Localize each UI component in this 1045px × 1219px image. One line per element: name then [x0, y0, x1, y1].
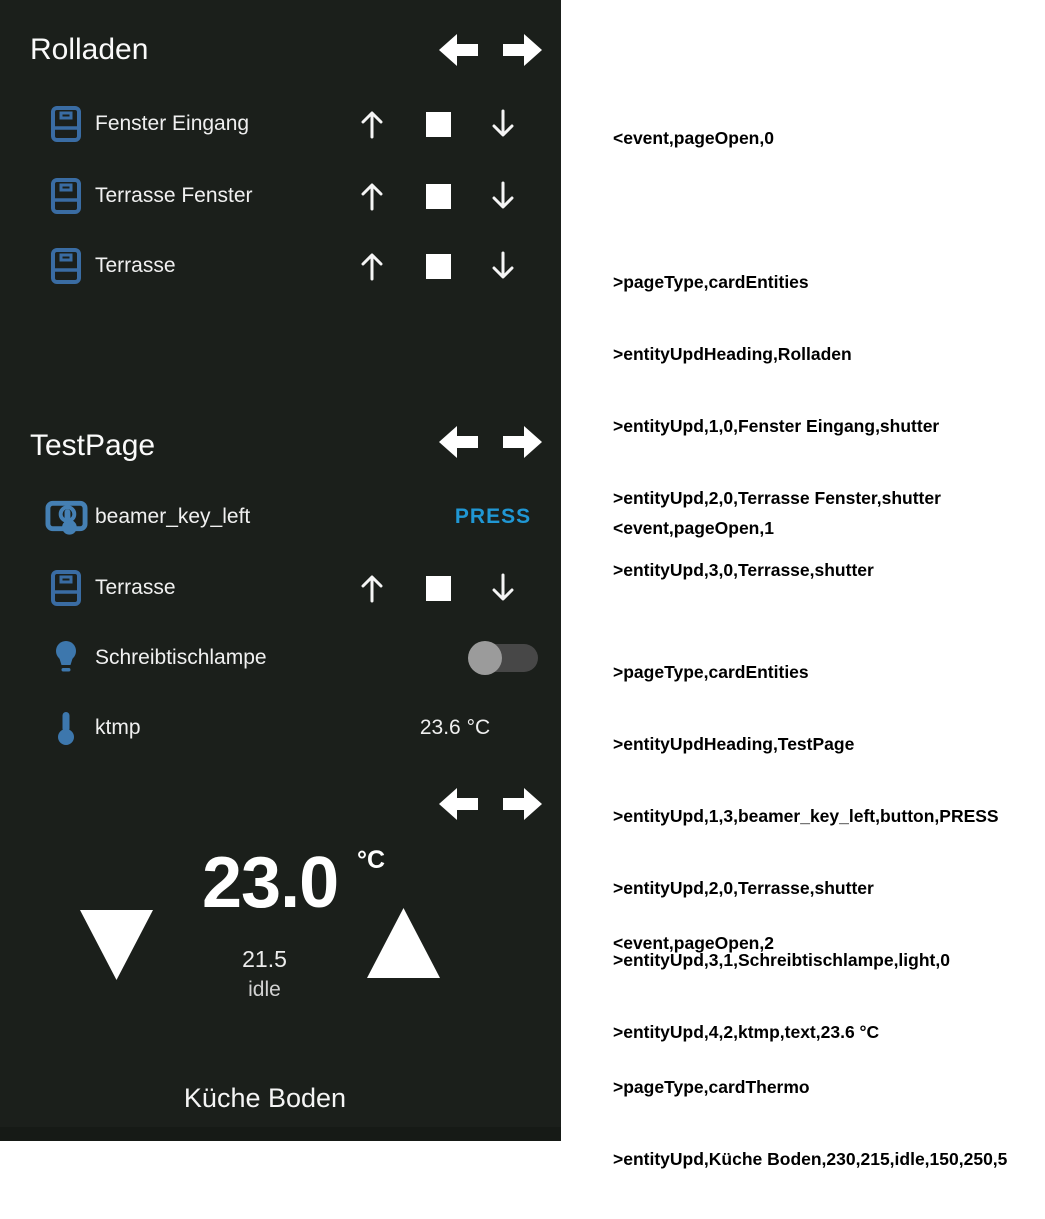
arrow-up-icon [359, 108, 385, 140]
entity-name: ktmp [95, 716, 141, 739]
stop-square-icon [426, 576, 451, 601]
hvac-state: idle [248, 978, 281, 1001]
protocol-line: >entityUpd,3,0,Terrasse,shutter [613, 560, 874, 580]
arrow-right-bold-icon [503, 33, 543, 67]
shutter-down-button[interactable] [481, 102, 525, 146]
shutter-stop-button[interactable] [416, 566, 460, 610]
panel-bottom-strip [0, 1127, 561, 1141]
shutter-up-button[interactable] [350, 102, 394, 146]
entity-row-ktmp [0, 706, 561, 750]
light-toggle-switch[interactable] [468, 640, 538, 676]
arrow-left-bold-icon [438, 787, 478, 821]
shutter-down-button[interactable] [481, 174, 525, 218]
shutter-down-button[interactable] [481, 566, 525, 610]
shutter-up-button[interactable] [350, 566, 394, 610]
arrow-left-bold-icon [438, 425, 478, 459]
protocol-line: <event,pageOpen,2 [613, 933, 774, 953]
entity-row-terrasse [0, 244, 561, 288]
entity-row-terrasse-2 [0, 566, 561, 610]
window-shutter-icon [44, 569, 88, 607]
setpoint-increase-button[interactable] [367, 908, 440, 978]
protocol-block-thermo [613, 883, 1007, 1219]
entity-row-fenster-eingang [0, 102, 561, 146]
entity-row-schreibtischlampe [0, 636, 561, 680]
protocol-line: >entityUpdHeading,Rolladen [613, 344, 852, 364]
nav-prev-button[interactable] [438, 33, 478, 67]
window-shutter-icon [44, 247, 88, 285]
protocol-line: >entityUpd,3,1,Schreibtischlampe,light,0 [613, 950, 950, 970]
stop-square-icon [426, 112, 451, 137]
triangle-down-icon [80, 910, 153, 980]
arrow-up-icon [359, 250, 385, 282]
shutter-up-button[interactable] [350, 174, 394, 218]
protocol-line: >pageType,cardEntities [613, 272, 809, 292]
protocol-line: >entityUpd,1,3,beamer_key_left,button,PRESS [613, 806, 999, 826]
page-title-testpage: TestPage [30, 429, 156, 462]
window-shutter-icon [44, 177, 88, 215]
protocol-line [613, 588, 999, 612]
arrow-up-icon [359, 180, 385, 212]
entity-name: Schreibtischlampe [95, 646, 267, 669]
shutter-down-button[interactable] [481, 244, 525, 288]
protocol-line [613, 198, 941, 222]
entity-name: Fenster Eingang [95, 112, 250, 135]
protocol-line: >pageType,cardThermo [613, 1077, 810, 1097]
page-title-rolladen: Rolladen [30, 33, 149, 66]
gesture-tap-button-icon [44, 496, 88, 539]
window-shutter-icon [44, 105, 88, 143]
protocol-line: >entityUpd,2,0,Terrasse,shutter [613, 878, 874, 898]
protocol-line [613, 1003, 1007, 1027]
entity-name: Terrasse [95, 576, 176, 599]
shutter-stop-button[interactable] [416, 244, 460, 288]
arrow-down-icon [490, 180, 516, 212]
arrow-down-icon [490, 572, 516, 604]
protocol-line: >entityUpd,1,0,Fenster Eingang,shutter [613, 416, 940, 436]
entity-name: beamer_key_left [95, 505, 251, 528]
press-button[interactable]: PRESS [454, 505, 532, 528]
entity-row-beamer-key-left [0, 495, 561, 539]
entity-name: Terrasse [95, 254, 176, 277]
lightbulb-icon [44, 640, 88, 676]
temperature-unit: °C [357, 846, 386, 874]
arrow-down-icon [490, 250, 516, 282]
shutter-stop-button[interactable] [416, 174, 460, 218]
nav-prev-button[interactable] [438, 787, 478, 821]
triangle-up-icon [367, 908, 440, 978]
temperature-value: 23.6 °C [419, 716, 491, 739]
entity-row-terrasse-fenster [0, 174, 561, 218]
stop-square-icon [426, 184, 451, 209]
nav-next-button[interactable] [503, 33, 543, 67]
shutter-up-button[interactable] [350, 244, 394, 288]
protocol-line: >pageType,cardEntities [613, 662, 809, 682]
toggle-knob [468, 641, 502, 675]
protocol-line: >entityUpd,2,0,Terrasse Fenster,shutter [613, 488, 941, 508]
shutter-stop-button[interactable] [416, 102, 460, 146]
nav-prev-button[interactable] [438, 425, 478, 459]
protocol-line: <event,pageOpen,1 [613, 518, 774, 538]
nav-next-button[interactable] [503, 425, 543, 459]
entity-name: Terrasse Fenster [95, 184, 253, 207]
setpoint-temperature: 21.5 [242, 946, 287, 972]
protocol-line: >entityUpd,4,2,ktmp,text,23.6 °C [613, 1022, 880, 1042]
nav-next-button[interactable] [503, 787, 543, 821]
arrow-down-icon [490, 108, 516, 140]
arrow-left-bold-icon [438, 33, 478, 67]
protocol-line: <event,pageOpen,0 [613, 128, 774, 148]
stop-square-icon [426, 254, 451, 279]
thermometer-icon [44, 710, 88, 746]
thermostat-title: Küche Boden [183, 1083, 347, 1113]
current-temperature: 23.0 [202, 843, 339, 923]
arrow-up-icon [359, 572, 385, 604]
arrow-right-bold-icon [503, 787, 543, 821]
protocol-line: >entityUpdHeading,TestPage [613, 734, 855, 754]
protocol-line: >entityUpd,Küche Boden,230,215,idle,150,250,5 [613, 1149, 1008, 1169]
arrow-right-bold-icon [503, 425, 543, 459]
setpoint-decrease-button[interactable] [80, 910, 153, 980]
